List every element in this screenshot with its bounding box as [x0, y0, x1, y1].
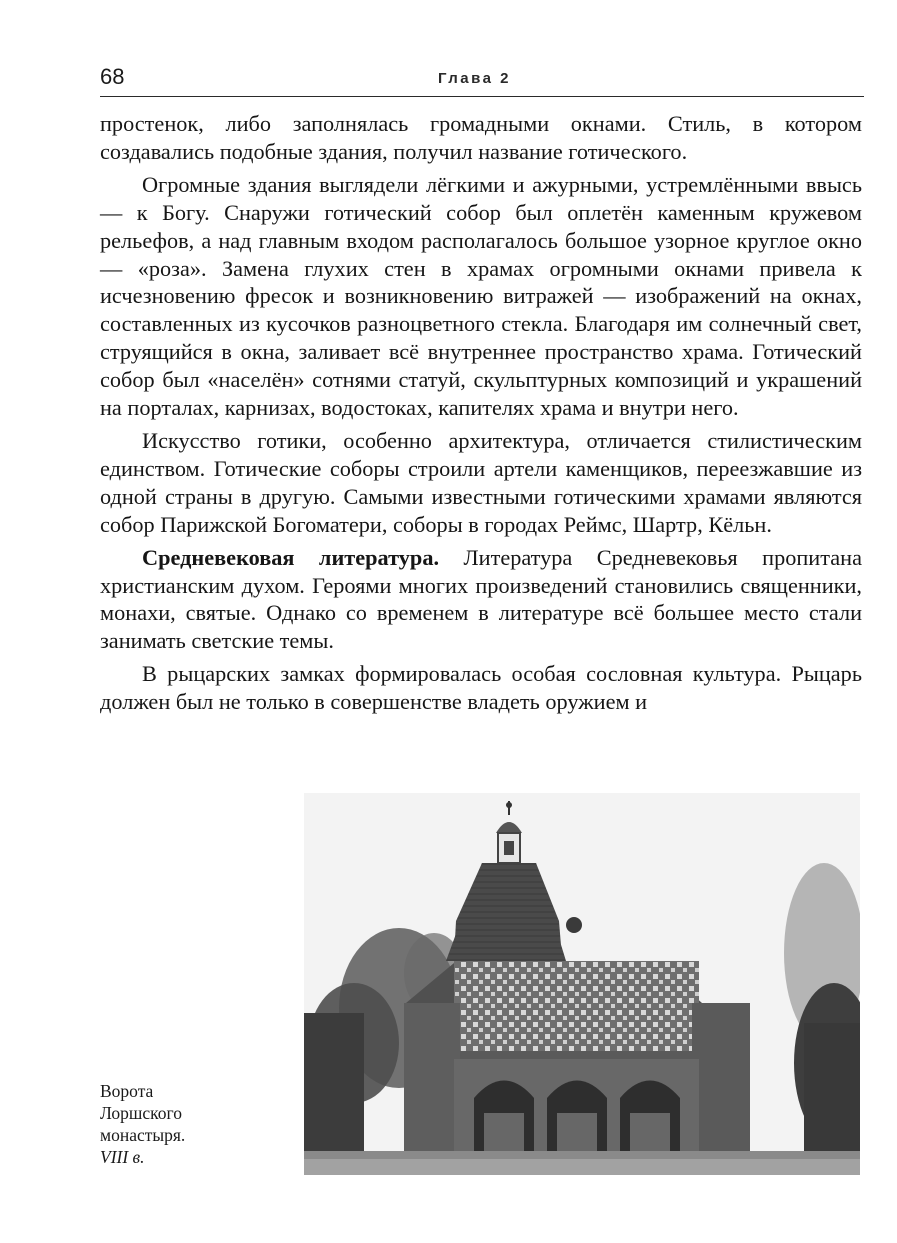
chapter-title: Глава 2	[438, 70, 512, 87]
page-header	[100, 62, 864, 97]
decorated-facade	[454, 961, 699, 1053]
caption-line: Лоршского	[100, 1103, 183, 1123]
section-heading: Средневековая литература.	[142, 544, 440, 570]
paragraph: простенок, либо заполнялась громадными окнами. Стиль, в котором создавались подобные здания, получил название готического.	[100, 111, 862, 164]
caption-era: VIII в.	[100, 1147, 145, 1167]
page-number: 68	[100, 64, 125, 89]
monastery-gate-photo	[304, 793, 860, 1175]
paragraph-text: Литература Средневековья пропитана христианским духом. Героями многих произведений становились священники, монахи, святые. Однако со временем в литературе всё большее место стали занимать светские темы.	[100, 544, 862, 654]
paragraph: Огромные здания выглядели лёгкими и ажурными, устремлёнными ввысь — к Богу. Снаружи готический собор был оплетён каменным кружевом рельефов, а над главным входом располагалось большое узорное круглое окно — «роза». Замена глухих стен в храмах огромными окнами привела к исчезновению фресок и возникновению витражей — изображений на окнах, составленных из кусочков разноцветного стекла. Благодаря им солнечный свет, струящийся в окна, заливает всё внутреннее пространство храма. Готический собор был «населён» сотнями статуй, скульптурных композиций и украшений на порталах, карнизах, водостоках, капителях храма и внутри него.	[100, 171, 862, 421]
left-tower	[404, 1003, 460, 1153]
body-text	[100, 110, 862, 721]
right-tower	[692, 1003, 750, 1153]
caption-line: Ворота	[100, 1081, 154, 1101]
figure-caption	[100, 1080, 260, 1168]
monastery-gate-illustration	[304, 793, 860, 1175]
paragraph	[100, 544, 862, 656]
caption-line: монастыря.	[100, 1125, 186, 1145]
paragraph: Искусство готики, особенно архитектура, отличается стилистическим единством. Готические соборы строили артели каменщиков, переезжавшие из одной страны в другую. Самыми известными готическими храмами являются собор Парижской Богоматери, соборы в городах Реймс, Шартр, Кёльн.	[100, 427, 862, 537]
paragraph: В рыцарских замках формировалась особая сословная культура. Рыцарь должен был не только в совершенстве владеть оружием и	[100, 661, 862, 715]
